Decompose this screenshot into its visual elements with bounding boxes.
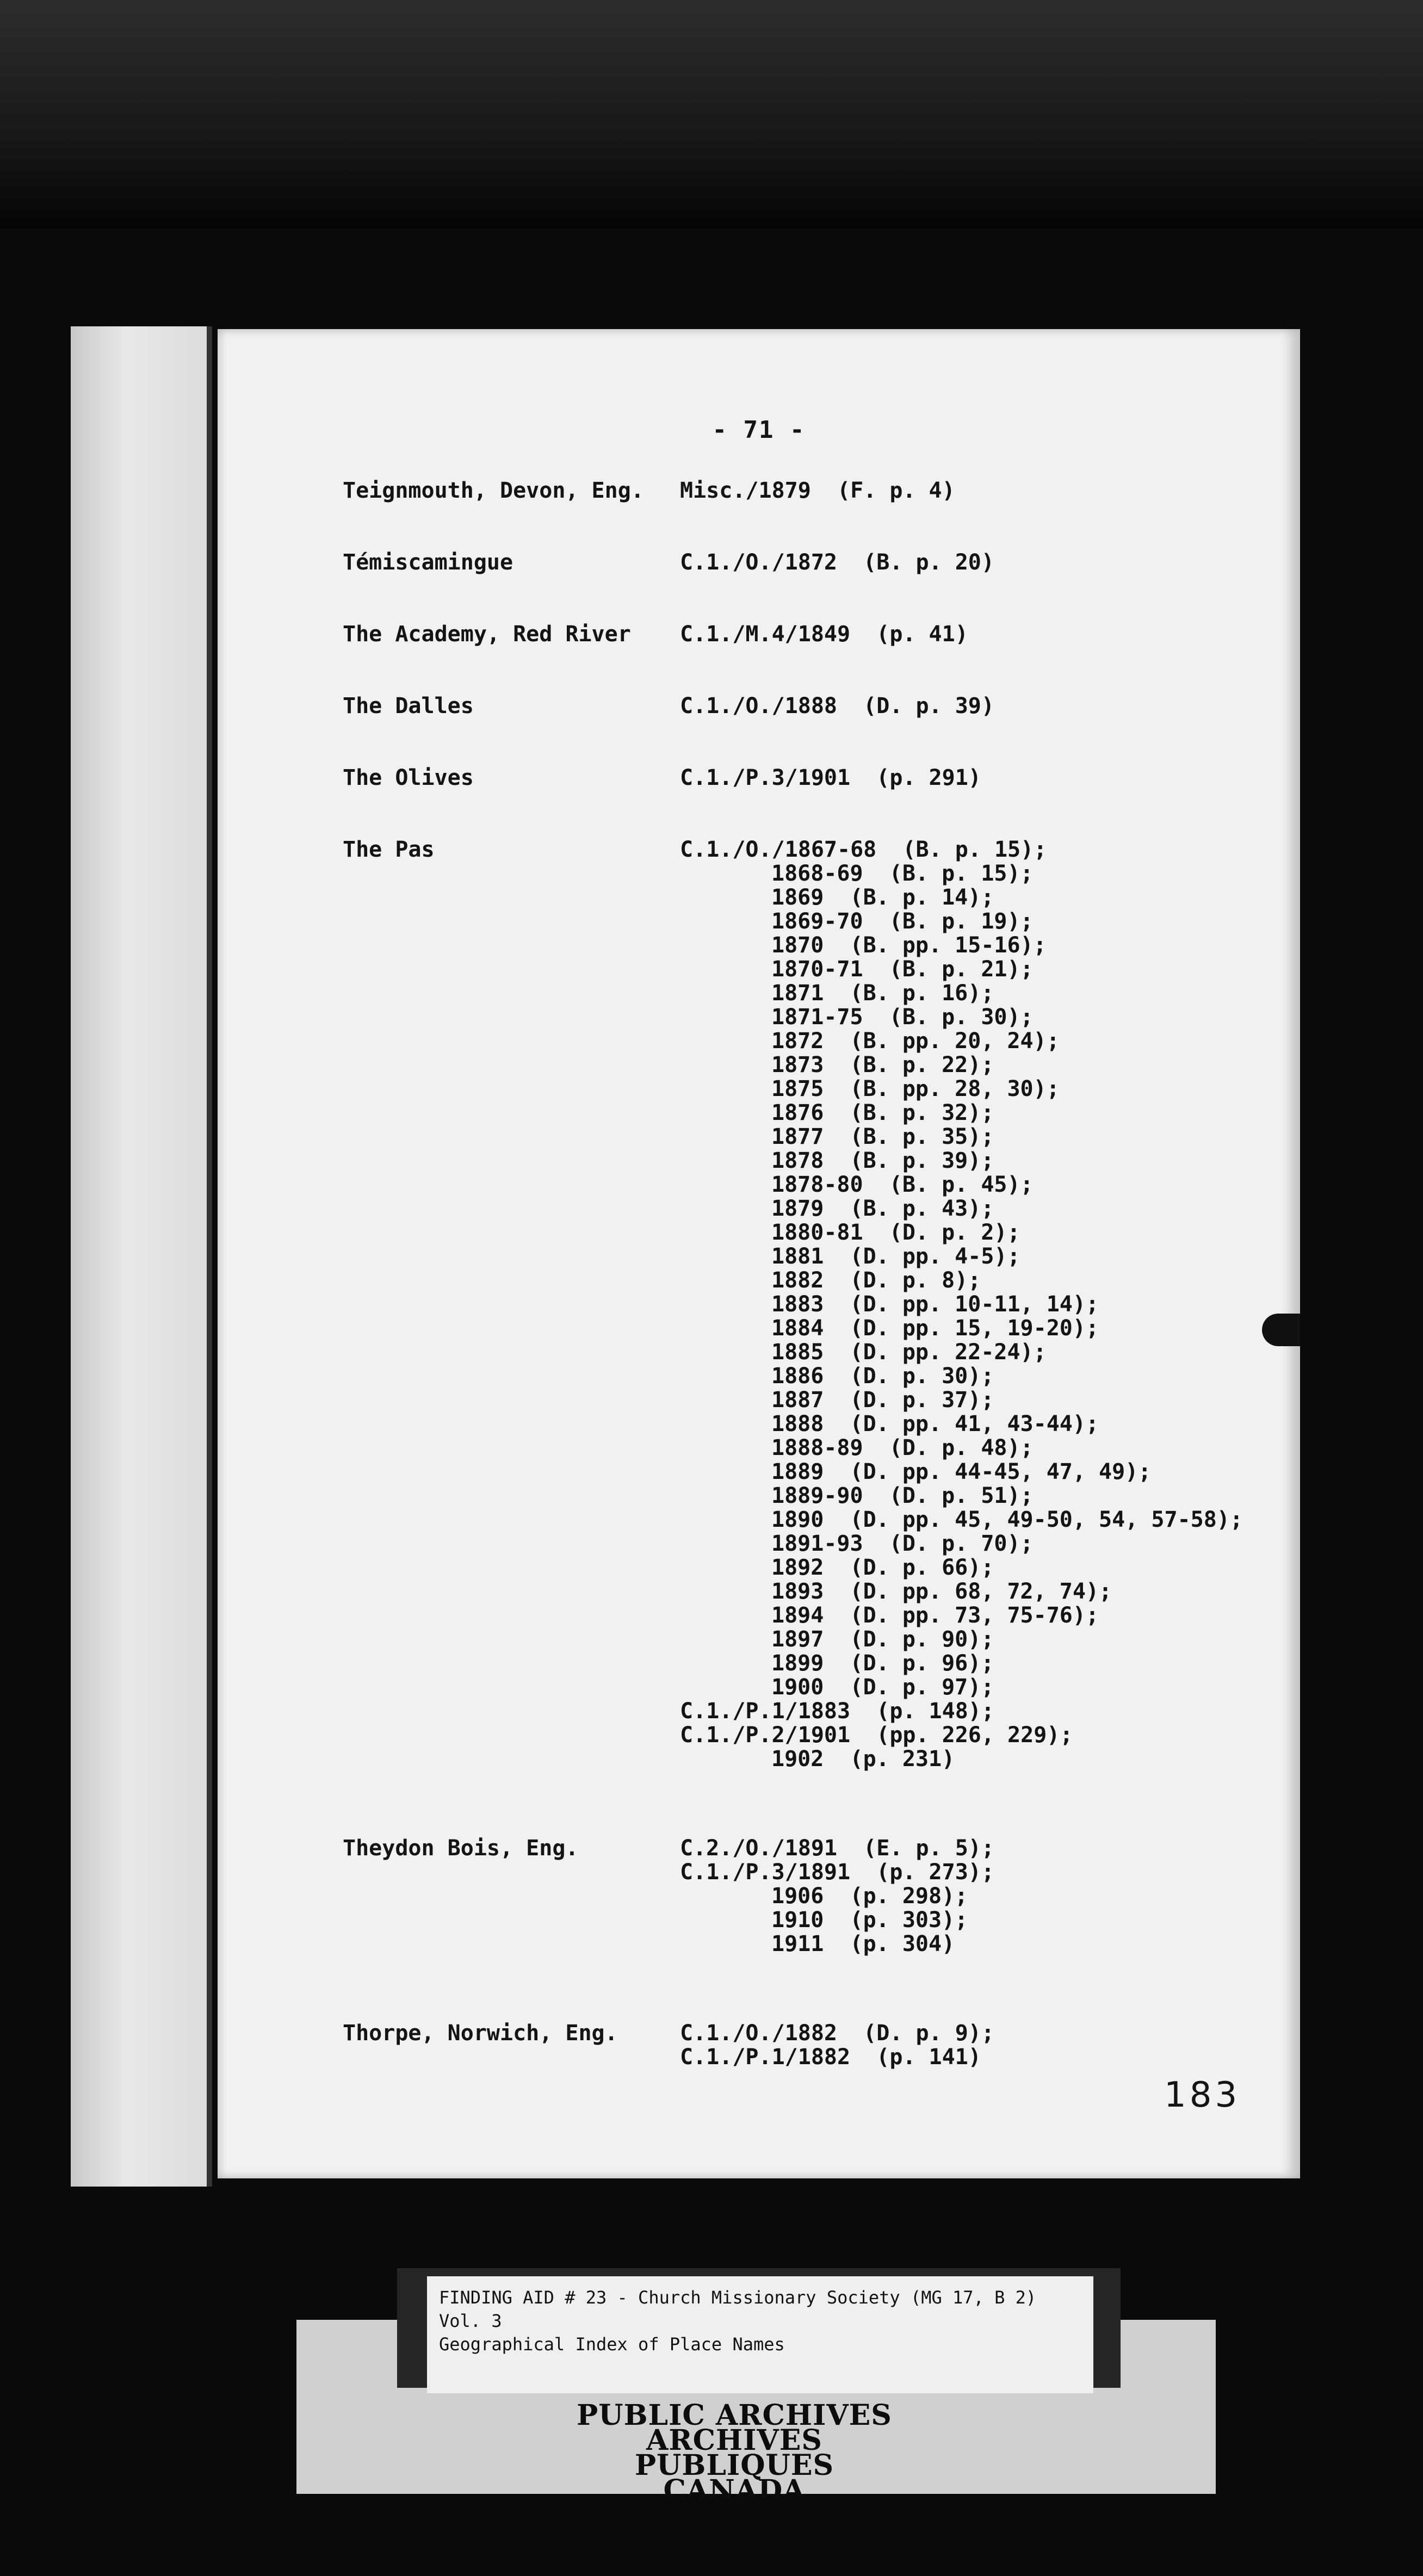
reference-line: C.1./M.4/1849 (p. 41)	[680, 622, 968, 647]
reference-line: 1900 (D. p. 97);	[771, 1675, 994, 1700]
reference-list	[680, 550, 1267, 574]
place-name: The Olives	[343, 765, 474, 790]
reference-line: 1894 (D. pp. 73, 75-76);	[771, 1603, 1099, 1628]
reference-line: 1885 (D. pp. 22-24);	[771, 1340, 1047, 1365]
reference-line: Misc./1879 (F. p. 4)	[680, 478, 955, 503]
page-clip	[1262, 1314, 1300, 1346]
reference-list	[680, 766, 1267, 790]
reference-line: 1888-89 (D. p. 48);	[771, 1435, 1034, 1460]
reference-line: 1882 (D. p. 8);	[771, 1268, 981, 1293]
reference-line: 1873 (B. p. 22);	[771, 1052, 994, 1078]
index-entry	[343, 550, 1267, 574]
reference-line: 1888 (D. pp. 41, 43-44);	[771, 1411, 1099, 1436]
reference-line: C.1./O./1872 (B. p. 20)	[680, 550, 994, 575]
reference-list	[680, 694, 1267, 718]
index-entry	[343, 766, 1267, 790]
reference-line: 1869 (B. p. 14);	[771, 885, 994, 910]
finding-aid-caption	[427, 2276, 1093, 2393]
folio-number: 183	[1164, 2075, 1241, 2115]
reference-line: 1869-70 (B. p. 19);	[771, 909, 1034, 934]
reference-line: 1876 (B. p. 32);	[771, 1100, 994, 1125]
place-name: The Academy, Red River	[343, 622, 631, 647]
place-name: The Pas	[343, 837, 435, 862]
stamp-line-french: ARCHIVES PUBLIQUES	[634, 2424, 834, 2482]
reference-line: 1870 (B. pp. 15-16);	[771, 933, 1047, 958]
reference-line: 1887 (D. p. 37);	[771, 1388, 994, 1413]
reference-line: C.1./O./1882 (D. p. 9);	[680, 2021, 994, 2046]
place-name: Teignmouth, Devon, Eng.	[343, 478, 644, 503]
reference-line: 1892 (D. p. 66);	[771, 1555, 994, 1580]
place-name: Theydon Bois, Eng.	[343, 1836, 579, 1861]
reference-line: 1879 (B. p. 43);	[771, 1196, 994, 1221]
facing-page-edge	[71, 326, 212, 2187]
reference-line: 1889 (D. pp. 44-45, 47, 49);	[771, 1459, 1152, 1484]
reference-line: 1881 (D. pp. 4-5);	[771, 1244, 1020, 1269]
place-name: Thorpe, Norwich, Eng.	[343, 2021, 618, 2046]
reference-line: C.1./O./1867-68 (B. p. 15);	[680, 837, 1047, 862]
reference-line: 1875 (B. pp. 28, 30);	[771, 1076, 1060, 1101]
reference-line: 1902 (p. 231)	[771, 1747, 955, 1772]
reference-line: C.2./O./1891 (E. p. 5);	[680, 1836, 994, 1861]
reference-line: 1870-71 (B. p. 21);	[771, 957, 1034, 982]
place-index-list	[343, 479, 1267, 2134]
reference-line: 1880-81 (D. p. 2);	[771, 1220, 1020, 1245]
reference-line: 1897 (D. p. 90);	[771, 1627, 994, 1652]
reference-line: 1910 (p. 303);	[771, 1908, 968, 1933]
microfilm-top-band	[0, 0, 1423, 228]
index-page	[218, 329, 1300, 2178]
reference-line: 1878 (B. p. 39);	[771, 1148, 994, 1173]
reference-list	[680, 479, 1267, 503]
reference-line: 1877 (B. p. 35);	[771, 1124, 994, 1149]
reference-line: 1868-69 (B. p. 15);	[771, 861, 1034, 886]
reference-line: 1890 (D. pp. 45, 49-50, 54, 57-58);	[771, 1507, 1243, 1532]
page-number: - 71 -	[712, 416, 806, 444]
index-entry	[343, 694, 1267, 718]
reference-line: 1889-90 (D. p. 51);	[771, 1483, 1034, 1508]
index-entry	[343, 2021, 1267, 2069]
caption-subtitle: Geographical Index of Place Names	[439, 2334, 785, 2355]
caption-title: FINDING AID # 23 - Church Missionary Society (MG 17, B 2)	[439, 2287, 1037, 2308]
reference-line: C.1./P.3/1901 (p. 291)	[680, 765, 981, 790]
reference-line: C.1./P.2/1901 (pp. 226, 229);	[680, 1723, 1073, 1748]
reference-list	[680, 838, 1267, 1771]
reference-line: 1883 (D. pp. 10-11, 14);	[771, 1292, 1099, 1317]
reference-line: C.1./O./1888 (D. p. 39)	[680, 693, 994, 719]
reference-list	[680, 1836, 1267, 1956]
index-entry	[343, 838, 1267, 1771]
reference-line: C.1./P.1/1883 (p. 148);	[680, 1699, 994, 1724]
place-name: The Dalles	[343, 693, 474, 719]
index-entry	[343, 479, 1267, 503]
place-name: Témiscamingue	[343, 550, 513, 575]
reference-line: 1878-80 (B. p. 45);	[771, 1172, 1034, 1197]
reference-line: 1911 (p. 304)	[771, 1931, 955, 1956]
reference-line: C.1./P.1/1882 (p. 141)	[680, 2045, 981, 2070]
stamp-line-english: PUBLIC ARCHIVES	[577, 2399, 892, 2432]
index-entry	[343, 1836, 1267, 1956]
reference-line: 1893 (D. pp. 68, 72, 74);	[771, 1579, 1112, 1604]
reference-line: 1886 (D. p. 30);	[771, 1364, 994, 1389]
stamp-line-country: CANADA	[663, 2474, 806, 2507]
caption-volume: Vol. 3	[439, 2311, 502, 2331]
reference-line: 1871-75 (B. p. 30);	[771, 1005, 1034, 1030]
reference-line: 1884 (D. pp. 15, 19-20);	[771, 1316, 1099, 1341]
reference-line: 1872 (B. pp. 20, 24);	[771, 1029, 1060, 1054]
reference-line: 1899 (D. p. 96);	[771, 1651, 994, 1676]
reference-line: 1871 (B. p. 16);	[771, 981, 994, 1006]
index-entry	[343, 622, 1267, 646]
archives-stamp	[544, 2399, 925, 2507]
reference-list	[680, 2021, 1267, 2069]
reference-list	[680, 622, 1267, 646]
reference-line: C.1./P.3/1891 (p. 273);	[680, 1860, 994, 1885]
reference-line: 1891-93 (D. p. 70);	[771, 1531, 1034, 1556]
reference-line: 1906 (p. 298);	[771, 1884, 968, 1909]
